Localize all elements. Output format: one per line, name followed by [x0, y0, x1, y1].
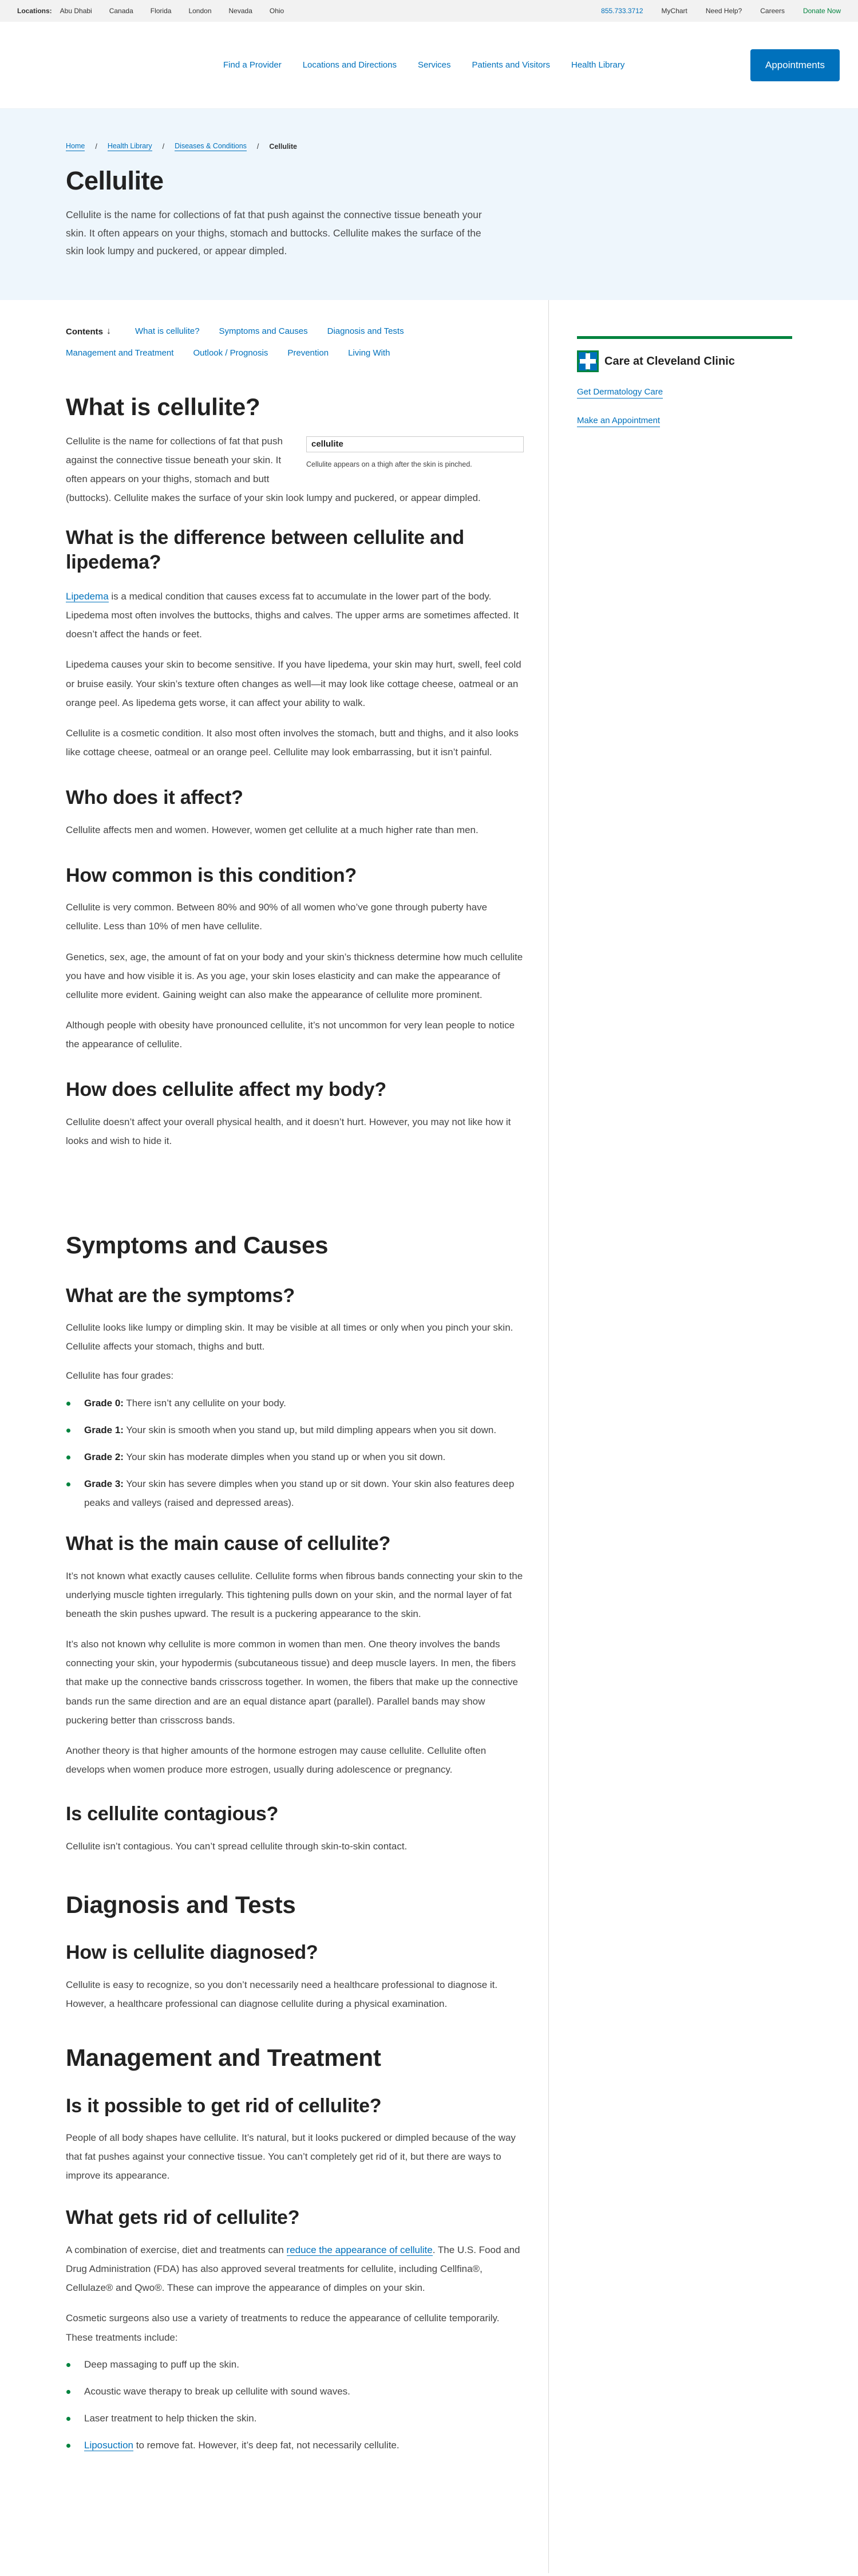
who-text: Cellulite affects men and women. However, women get cellulite at a much higher rate than men. — [66, 824, 479, 835]
list-item — [66, 1447, 524, 1466]
liposuction-text: to remove fat. However, it’s deep fat, not necessarily cellulite. — [133, 2440, 400, 2451]
contagious-text: Cellulite isn’t contagious. You can’t spread cellulite through skin-to-skin contact. — [66, 1840, 408, 1852]
heading-what-gets-rid: What gets rid of cellulite? — [66, 2207, 300, 2229]
make-appointment-link[interactable]: Make an Appointment — [577, 416, 660, 427]
toc-what-is[interactable]: What is cellulite? — [135, 326, 200, 336]
site-header — [0, 22, 858, 109]
breadcrumb-home[interactable]: Home — [66, 142, 85, 150]
toc-symptoms-causes[interactable]: Symptoms and Causes — [219, 326, 308, 336]
care-heading — [577, 350, 792, 372]
phone-link[interactable]: 855.733.3712 — [601, 7, 643, 15]
nav-find-provider[interactable]: Find a Provider — [223, 60, 282, 70]
grade-text: Your skin has moderate dimples when you stand up or when you sit down. — [123, 1451, 446, 1462]
page-title: Cellulite — [66, 166, 164, 195]
cleveland-clinic-logo-icon — [577, 350, 599, 372]
what-is-block — [66, 432, 524, 508]
breadcrumb-diseases[interactable]: Diseases & Conditions — [175, 142, 247, 150]
hero — [0, 109, 858, 300]
locations-list — [17, 7, 301, 15]
symptoms-text: Cellulite looks like lumpy or dimpling skin. It may be visible at all times or only when you pinch your skin. Cellulite affects your stomach, thighs and butt. — [66, 1322, 513, 1352]
treatments-list — [66, 2355, 524, 2455]
management-p2-text: A combination of exercise, diet and treatments can — [66, 2244, 287, 2255]
heading-diagnosis: Diagnosis and Tests — [66, 1891, 296, 1918]
nav-patients-visitors[interactable]: Patients and Visitors — [472, 60, 550, 70]
management-p3: Cosmetic surgeons also use a variety of treatments to reduce the appearance of cellulite temporarily. These treatments include: — [66, 2313, 500, 2343]
breadcrumb — [66, 142, 858, 151]
lipedema-link[interactable]: Lipedema — [66, 591, 109, 602]
lipedema-p1-text: is a medical condition that causes excess fat to accumulate in the lower part of the body. Lipedema most often involves the buttocks, thighs and calves. The upper arms are sometimes affected. It doesn’t affect the hands or feet. — [66, 591, 519, 640]
heading-body: How does cellulite affect my body? — [66, 1079, 386, 1101]
grade-label: Grade 2: — [84, 1451, 124, 1462]
mychart-link[interactable]: MyChart — [661, 7, 687, 15]
lipedema-p3: Cellulite is a cosmetic condition. It also most often involves the stomach, butt and thighs, and it also looks like cottage cheese, oatmeal or an orange peel. Cellulite may look embarrassing, but it isn’t painful. — [66, 727, 519, 758]
common-p2: Genetics, sex, age, the amount of fat on your body and your skin’s thickness determine how much cellulite you have and how visible it is. As you age, your skin loses elasticity and can make the appearance of cellulite more evident. Gaining weight can also make the appearance of cellulite more prominent. — [66, 951, 523, 1000]
column-divider — [548, 300, 549, 2573]
list-item: Deep massaging to puff up the skin. — [66, 2355, 524, 2374]
location-link-ohio[interactable]: Ohio — [269, 7, 284, 15]
toc-management[interactable]: Management and Treatment — [66, 348, 174, 358]
dermatology-care-link[interactable]: Get Dermatology Care — [577, 387, 663, 399]
location-link-florida[interactable]: Florida — [150, 7, 172, 15]
breadcrumb-health-library[interactable]: Health Library — [107, 142, 152, 150]
cause-p3: Another theory is that higher amounts of the hormone estrogen may cause cellulite. Cellulite often develops when women produce more estrogen, usually during adolescence or pregnancy. — [66, 1745, 487, 1775]
toc-prevention[interactable]: Prevention — [287, 348, 329, 358]
utility-bar — [0, 0, 858, 22]
sidebar — [577, 336, 792, 427]
what-is-text: Cellulite is the name for collections of fat that push against the connective tissue beneath your skin. It often appears on your thighs, stomach and butt (buttocks). Cellulite makes the surface of your skin look lumpy and puckered, or appear dimpled. — [66, 435, 481, 503]
need-help-link[interactable]: Need Help? — [705, 7, 742, 15]
lipedema-p2: Lipedema causes your skin to become sensitive. If you have lipedema, your skin may hurt, swell, feel cold or bruise easily. Your skin’s texture often changes as well—it may look like cottage cheese, oatmeal or an orange peel. As lipedema gets worse, it can affect your ability to walk. — [66, 659, 521, 708]
page-intro: Cellulite is the name for collections of fat that push against the connective tissue beneath your skin. It often appears on your thighs, stomach and buttocks. Cellulite makes the surface of the skin look lumpy and puckered, or appear dimpled. — [66, 209, 482, 257]
grade-text: Your skin has severe dimples when you stand up or sit down. Your skin also features deep peaks and valleys (raised and depressed areas). — [84, 1478, 515, 1509]
nav-health-library[interactable]: Health Library — [571, 60, 625, 70]
heading-what-is: What is cellulite? — [66, 393, 260, 420]
lipedema-p1 — [66, 587, 524, 644]
donate-link[interactable]: Donate Now — [802, 7, 841, 15]
table-of-contents — [66, 326, 524, 358]
main-nav — [223, 60, 646, 70]
article — [66, 326, 524, 2463]
heading-common: How common is this condition? — [66, 864, 357, 886]
management-p1: People of all body shapes have cellulite. It’s natural, but it looks puckered or dimpled because of the way that fat pushes against your connective tissue. You can’t completely get rid of it, but there are ways to improve its appearance. — [66, 2132, 516, 2181]
grade-text: There isn’t any cellulite on your body. — [123, 1397, 286, 1409]
common-p3: Although people with obesity have pronounced cellulite, it’s not uncommon for very lean people to notice the appearance of cellulite. — [66, 1020, 515, 1050]
diagnosis-text: Cellulite is easy to recognize, so you don’t necessarily need a healthcare professional to diagnose it. However, a healthcare professional can diagnose cellulite during a physical examination. — [66, 1979, 498, 2009]
toc-label-wrap[interactable] — [66, 326, 111, 337]
management-p2 — [66, 2240, 524, 2297]
cellulite-image: cellulite — [306, 436, 524, 452]
common-p1: Cellulite is very common. Between 80% and 90% of all women who’ve gone through puberty have cellulite. Less than 10% of men have cellulite. — [66, 902, 488, 932]
sidebar-accent-bar — [577, 336, 792, 339]
list-item — [66, 1474, 524, 1512]
grade-text: Your skin is smooth when you stand up, but mild dimpling appears when you sit down. — [123, 1424, 497, 1435]
heading-cause: What is the main cause of cellulite? — [66, 1533, 391, 1555]
heading-symptoms-causes: Symptoms and Causes — [66, 1232, 329, 1259]
cause-p1: It’s not known what exactly causes cellulite. Cellulite forms when fibrous bands connecting your skin to the underlying muscle tighten irregularly. This tightening pulls down on your skin, and the normal layer of fat beneath the skin pushes upward. The result is a puckering appearance to the skin. — [66, 1570, 523, 1619]
location-link-london[interactable]: London — [188, 7, 212, 15]
figure-caption: Cellulite appears on a thigh after the skin is pinched. — [306, 460, 472, 468]
location-link-canada[interactable]: Canada — [109, 7, 133, 15]
heading-get-rid: Is it possible to get rid of cellulite? — [66, 2094, 382, 2117]
location-link-abu-dhabi[interactable]: Abu Dhabi — [60, 7, 92, 15]
heading-management: Management and Treatment — [66, 2044, 381, 2072]
list-item — [66, 2436, 524, 2455]
heading-symptoms: What are the symptoms? — [66, 1284, 295, 1307]
liposuction-link[interactable]: Liposuction — [84, 2440, 134, 2451]
location-link-nevada[interactable]: Nevada — [228, 7, 252, 15]
grade-label: Grade 0: — [84, 1397, 124, 1409]
heading-who: Who does it affect? — [66, 787, 243, 809]
figure — [306, 436, 524, 468]
body-text: Cellulite doesn’t affect your overall physical health, and it doesn’t hurt. However, you may not like how it looks and wish to hide it. — [66, 1116, 511, 1146]
breadcrumb-separator: / — [95, 143, 97, 151]
heading-contagious: Is cellulite contagious? — [66, 1803, 279, 1825]
grades-intro: Cellulite has four grades: — [66, 1370, 174, 1382]
heading-lipedema: What is the difference between cellulite and lipedema? — [66, 527, 464, 573]
management-p2-text-end: . The U.S. Food and Drug Administration (FDA) has also approved several treatments for cellulite, including Cellfina®, Cellulaze® and Qwo®. These can improve the appearance of dimples on your skin. — [66, 2244, 520, 2294]
list-item — [66, 1394, 524, 1413]
grade-label: Grade 3: — [84, 1478, 124, 1489]
locations-label: Locations: — [17, 7, 52, 15]
nav-services[interactable]: Services — [417, 60, 451, 70]
arrow-down-icon: ↓ — [106, 326, 111, 336]
appointments-button[interactable]: Appointments — [750, 49, 840, 81]
care-title: Care at Cleveland Clinic — [604, 354, 735, 368]
careers-link[interactable]: Careers — [760, 7, 785, 15]
reduce-appearance-link[interactable]: reduce the appearance of cellulite — [286, 2244, 433, 2255]
grade-label: Grade 1: — [84, 1424, 124, 1435]
breadcrumb-separator: / — [162, 143, 165, 151]
heading-diagnosed: How is cellulite diagnosed? — [66, 1942, 318, 1964]
breadcrumb-separator: / — [256, 143, 259, 151]
toc-diagnosis[interactable]: Diagnosis and Tests — [327, 326, 404, 336]
list-item: Laser treatment to help thicken the skin. — [66, 2409, 524, 2428]
nav-locations[interactable]: Locations and Directions — [302, 60, 397, 70]
toc-living-with[interactable]: Living With — [348, 348, 390, 358]
list-item: Acoustic wave therapy to break up cellulite with sound waves. — [66, 2382, 524, 2401]
toc-outlook[interactable]: Outlook / Prognosis — [193, 348, 268, 358]
breadcrumb-current: Cellulite — [269, 143, 298, 151]
grades-list — [66, 1394, 524, 1513]
toc-label: Contents — [66, 326, 103, 337]
cause-p2: It’s also not known why cellulite is more common in women than men. One theory involves the bands connecting your skin, your hypodermis (subcutaneous tissue) and deep muscle layers. In men, the fibers that make up the connective bands crisscross together. In women, the fibers that make up the connective bands run the same direction and are an equal distance apart (parallel). Parallel bands may show puckering better than crisscross bands. — [66, 1639, 518, 1726]
list-item — [66, 1421, 524, 1439]
